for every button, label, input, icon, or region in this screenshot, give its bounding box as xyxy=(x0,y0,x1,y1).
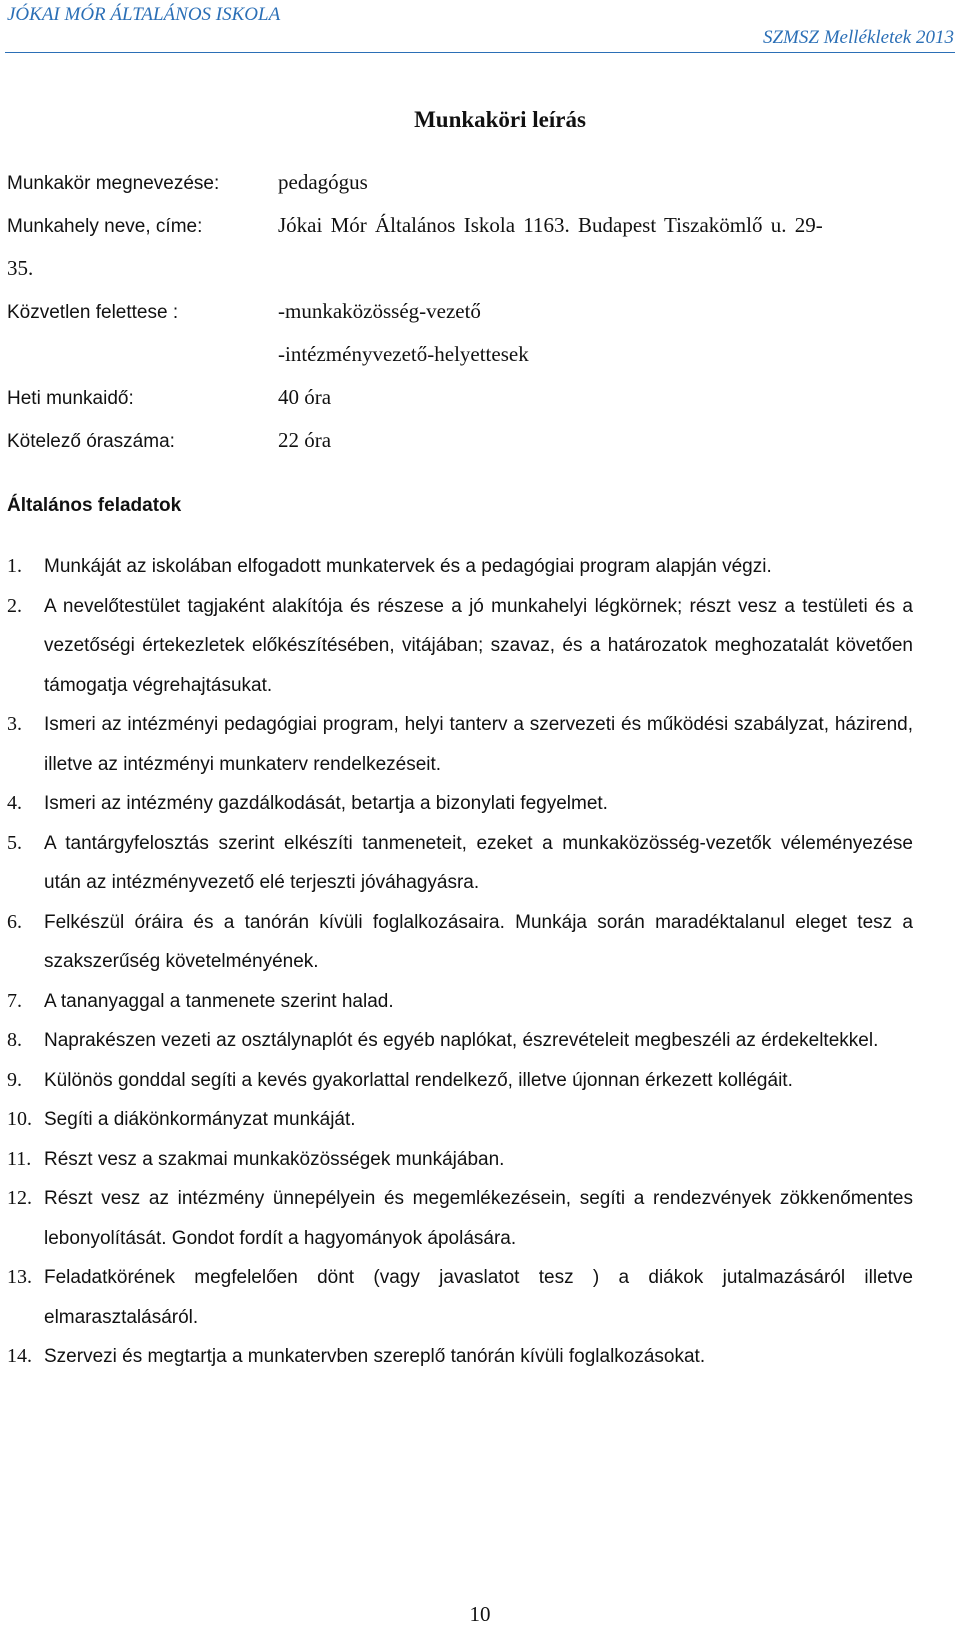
item-number: 2. xyxy=(7,594,22,617)
item-text: Segíti a diákönkormányzat munkáját. xyxy=(44,1109,356,1130)
page-title: Munkaköri leírás xyxy=(414,107,586,132)
item-text: A tananyaggal a tanmenete szerint halad. xyxy=(44,990,394,1012)
list-item xyxy=(7,784,913,824)
item-number: 1. xyxy=(7,555,22,577)
item-number: 13. xyxy=(7,1266,32,1288)
task-list xyxy=(7,547,913,1377)
list-item xyxy=(7,1021,913,1061)
item-number: 14. xyxy=(7,1345,32,1367)
item-text: Különös gonddal segíti a kevés gyakorlattal rendelkező, illetve újonnan érkezett kollégáit. xyxy=(44,1069,793,1091)
item-number: 7. xyxy=(7,989,22,1012)
info-row-supervisor xyxy=(7,299,481,324)
item-text: Naprakészen vezeti az osztálynaplót és egyéb naplókat, észrevételeit megbeszéli az érdekeltekkel. xyxy=(44,1030,879,1051)
item-number: 4. xyxy=(7,792,22,814)
item-text: A nevelőtestület tagjaként alakítója és részese a jó munkahelyi légkörnek; részt vesz a testületi és a vezetőségi értekezletek előkészítésében, vitájában; szavaz, és a határozatok meghozatalát követően támogatja végrehajtásukat. xyxy=(44,595,913,696)
item-text: Ismeri az intézmény gazdálkodását, betartja a bizonylati fegyelmet. xyxy=(44,793,608,814)
item-text: Részt vesz az intézmény ünnepélyein és megemlékezésein, segíti a rendezvények zökkenőmentes lebonyolítását. Gondot fordít a hagyományok ápolására. xyxy=(44,1188,913,1249)
item-text: Feladatkörének megfelelően dönt (vagy javaslatot tesz ) a diákok jutalmazásáról illetve elmarasztalásáról. xyxy=(44,1267,913,1328)
info-row-position xyxy=(7,170,368,195)
item-number: 9. xyxy=(7,1068,22,1091)
header-document-name: SZMSZ Mellékletek 2013 xyxy=(762,27,954,48)
lessons-label: Kötelező óraszáma: xyxy=(7,431,175,452)
list-item xyxy=(7,1179,913,1258)
item-number: 8. xyxy=(7,1029,22,1051)
position-label: Munkakör megnevezése: xyxy=(7,173,220,194)
workplace-value-continuation: 35. xyxy=(7,256,34,280)
item-number: 11. xyxy=(7,1147,32,1170)
item-text: Részt vesz a szakmai munkaközösségek munkájában. xyxy=(44,1148,505,1170)
list-item xyxy=(7,903,913,982)
supervisor-value-1: -munkaközösség-vezető xyxy=(278,299,481,323)
supervisor-value-2: -intézményvezető-helyettesek xyxy=(278,342,529,366)
list-item xyxy=(7,824,913,903)
hours-label: Heti munkaidő: xyxy=(7,388,134,409)
position-value: pedagógus xyxy=(278,170,368,194)
list-item xyxy=(7,1140,913,1180)
item-text: Ismeri az intézményi pedagógiai program, helyi tanterv a szervezeti és működési szabályzat, házirend, illetve az intézményi munkaterv rendelkezéseit. xyxy=(44,714,913,775)
hours-value: 40 óra xyxy=(278,385,332,409)
list-item xyxy=(7,547,913,587)
header-divider xyxy=(5,52,955,53)
list-item xyxy=(7,982,913,1022)
item-number: 5. xyxy=(7,831,22,854)
item-text: Munkáját az iskolában elfogadott munkatervek és a pedagógiai program alapján végzi. xyxy=(44,556,772,577)
workplace-value: Jókai Mór Általános Iskola 1163. Budapest Tiszakömlő u. 29- xyxy=(278,213,823,237)
workplace-label: Munkahely neve, címe: xyxy=(7,216,203,237)
supervisor-label: Közvetlen felettese : xyxy=(7,302,179,323)
list-item xyxy=(7,587,913,706)
item-text: Felkészül óráira és a tanórán kívüli foglalkozásaira. Munkája során maradéktalanul eleget tesz a szakszerűség követelményének. xyxy=(44,911,913,972)
section-title: Általános feladatok xyxy=(7,495,182,516)
info-row-lessons xyxy=(7,428,332,453)
list-item xyxy=(7,1337,913,1377)
lessons-value: 22 óra xyxy=(278,428,332,452)
list-item xyxy=(7,1100,913,1140)
item-text: A tantárgyfelosztás szerint elkészíti tanmeneteit, ezeket a munkaközösség-vezetők véleményezése után az intézményvezető elé terjeszti jóváhagyásra. xyxy=(44,832,913,893)
list-item xyxy=(7,1061,913,1101)
info-row-workplace xyxy=(7,213,823,238)
info-row-hours xyxy=(7,385,332,410)
item-number: 6. xyxy=(7,910,22,933)
item-number: 12. xyxy=(7,1187,32,1209)
header-school-name: JÓKAI MÓR ÁLTALÁNOS ISKOLA xyxy=(7,4,281,25)
item-number: 3. xyxy=(7,713,22,735)
list-item xyxy=(7,1258,913,1337)
item-text: Szervezi és megtartja a munkatervben szereplő tanórán kívüli foglalkozásokat. xyxy=(44,1346,706,1367)
page-number: 10 xyxy=(469,1602,491,1626)
list-item xyxy=(7,705,913,784)
item-number: 10. xyxy=(7,1108,32,1130)
